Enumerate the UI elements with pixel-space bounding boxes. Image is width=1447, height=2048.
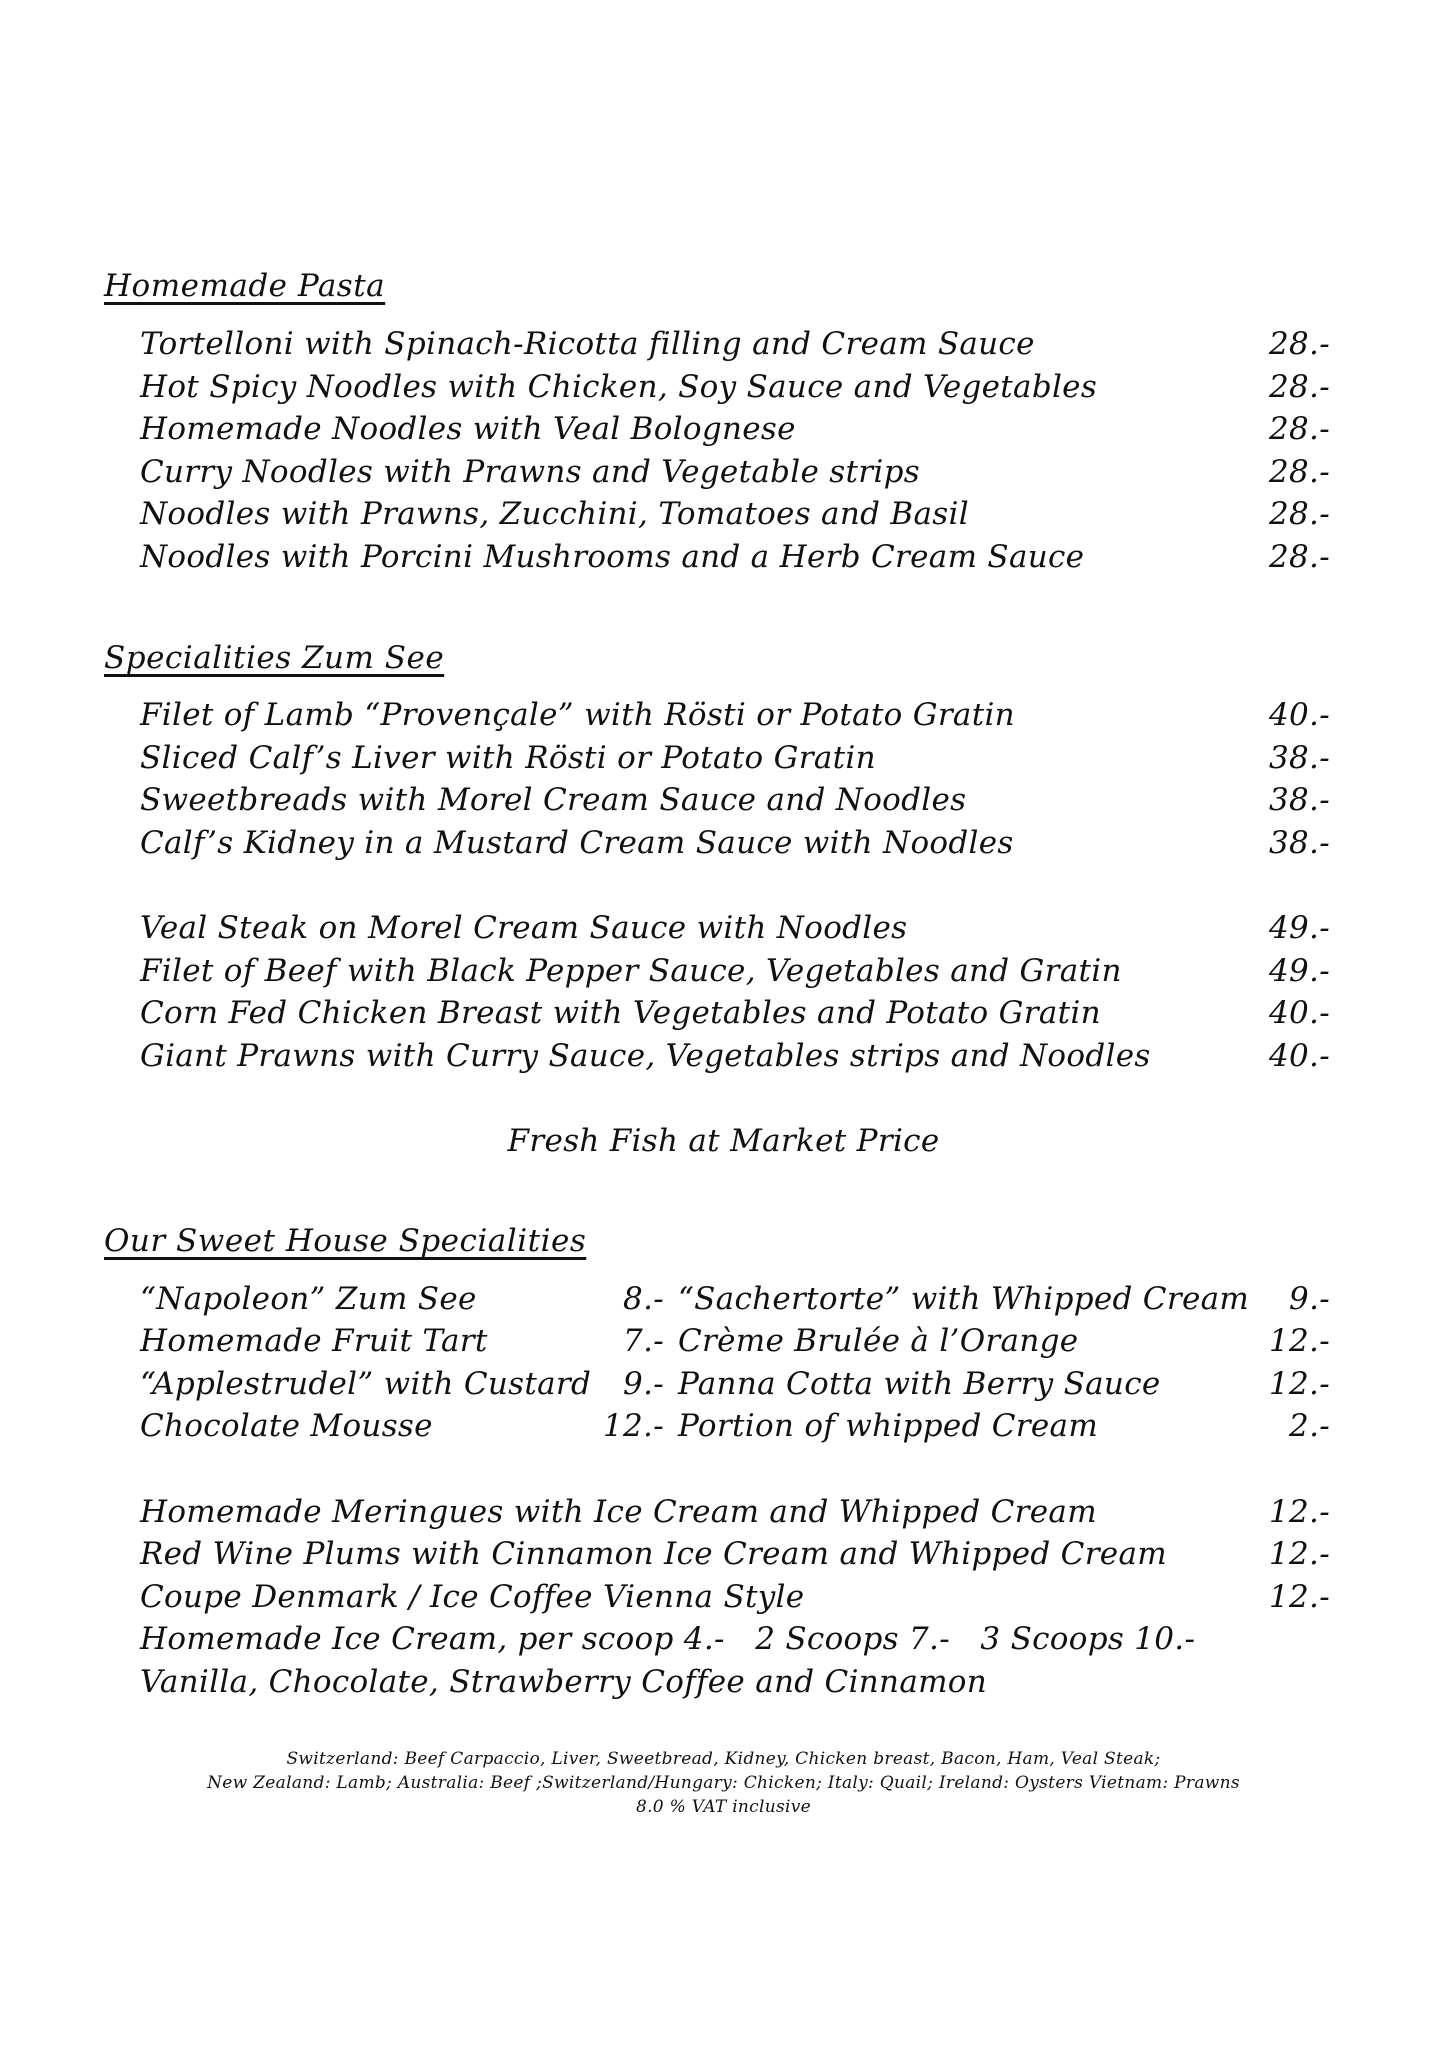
dessert-name: “Applestrudel” with Custard — [140, 1366, 592, 1402]
menu-item-name: Giant Prawns with Curry Sauce, Vegetables strips and Noodles — [140, 1038, 1151, 1074]
menu-item-price: 12.- — [1269, 1536, 1330, 1572]
menu-item-price: 12.- — [1269, 1494, 1330, 1530]
dessert-pair-row — [140, 1281, 1330, 1323]
dessert-price: 9.- — [623, 1366, 664, 1402]
menu-item-name: Coupe Denmark / Ice Coffee Vienna Style — [140, 1579, 805, 1615]
menu-item — [140, 1038, 1330, 1080]
menu-item — [140, 539, 1330, 581]
menu-item-price: 49.- — [1269, 910, 1330, 946]
fresh-fish-note: Fresh Fish at Market Price — [507, 1123, 940, 1159]
menu-item-price: 28.- — [1269, 369, 1330, 405]
ice-cream-line: Homemade Ice Cream, per scoop 4.- 2 Scoops 7.- 3 Scoops 10.- — [140, 1621, 1196, 1657]
menu-item-price: 12.- — [1269, 1579, 1330, 1615]
dessert-price: 12.- — [1269, 1323, 1330, 1359]
origin-note-line-2: New Zealand: Lamb; Australia: Beef ;Switzerland/Hungary: Chicken; Italy: Quail; Ireland: Oysters Vietnam: Prawns — [207, 1773, 1240, 1793]
menu-item — [140, 1494, 1330, 1536]
menu-item-price: 38.- — [1269, 825, 1330, 861]
dessert-pair-row — [140, 1323, 1330, 1365]
menu-item-price: 38.- — [1269, 782, 1330, 818]
menu-item — [140, 454, 1330, 496]
dessert-price: 2.- — [1289, 1408, 1330, 1444]
menu-item — [140, 326, 1330, 368]
dessert-name: Homemade Fruit Tart — [140, 1323, 488, 1359]
dessert-name: “Napoleon” Zum See — [140, 1281, 477, 1317]
menu-item-name: Noodles with Prawns, Zucchini, Tomatoes and Basil — [140, 496, 969, 532]
menu-item — [140, 496, 1330, 538]
menu-item-price: 28.- — [1269, 454, 1330, 490]
menu-item-name: Red Wine Plums with Cinnamon Ice Cream and Whipped Cream — [140, 1536, 1167, 1572]
menu-item — [140, 782, 1330, 824]
dessert-price: 8.- — [623, 1281, 664, 1317]
menu-item — [140, 411, 1330, 453]
menu-item — [140, 369, 1330, 411]
menu-item — [140, 995, 1330, 1037]
menu-item-name: Sweetbreads with Morel Cream Sauce and Noodles — [140, 782, 967, 818]
menu-item-price: 28.- — [1269, 326, 1330, 362]
dessert-name: Chocolate Mousse — [140, 1408, 433, 1444]
menu-item-name: Corn Fed Chicken Breast with Vegetables and Potato Gratin — [140, 995, 1101, 1031]
menu-item — [140, 825, 1330, 867]
menu-item-price: 49.- — [1269, 953, 1330, 989]
menu-item-name: Sliced Calf’s Liver with Rösti or Potato Gratin — [140, 740, 876, 776]
menu-item-price: 28.- — [1269, 411, 1330, 447]
menu-item — [140, 697, 1330, 739]
menu-item-name: Veal Steak on Morel Cream Sauce with Noodles — [140, 910, 908, 946]
menu-item-price: 40.- — [1269, 697, 1330, 733]
dessert-price: 9.- — [1289, 1281, 1330, 1317]
dessert-pair-row — [140, 1408, 1330, 1450]
menu-item-name: Curry Noodles with Prawns and Vegetable strips — [140, 454, 920, 490]
dessert-name: Portion of whipped Cream — [678, 1408, 1099, 1444]
vat-note: 8.0 % VAT inclusive — [635, 1797, 812, 1817]
menu-item-name: Homemade Noodles with Veal Bolognese — [140, 411, 796, 447]
menu-item-name: Hot Spicy Noodles with Chicken, Soy Sauce and Vegetables — [140, 369, 1098, 405]
menu-item — [140, 740, 1330, 782]
menu-item-name: Homemade Meringues with Ice Cream and Whipped Cream — [140, 1494, 1097, 1530]
dessert-pair-row — [140, 1366, 1330, 1408]
menu-item-price: 28.- — [1269, 539, 1330, 575]
menu-item — [140, 953, 1330, 995]
menu-item — [140, 1536, 1330, 1578]
origin-note-line-1: Switzerland: Beef Carpaccio, Liver, Sweetbread, Kidney, Chicken breast, Bacon, Ham, Veal Steak; — [286, 1749, 1161, 1769]
pasta-heading: Homemade Pasta — [104, 268, 386, 304]
dessert-name: Crème Brulée à l’Orange — [678, 1323, 1079, 1359]
dessert-name: “Sachertorte” with Whipped Cream — [678, 1281, 1250, 1317]
menu-item-price: 40.- — [1269, 1038, 1330, 1074]
specialities-heading: Specialities Zum See — [104, 640, 445, 676]
menu-item-name: Calf’s Kidney in a Mustard Cream Sauce with Noodles — [140, 825, 1014, 861]
menu-item-price: 28.- — [1269, 496, 1330, 532]
menu-item-price: 40.- — [1269, 995, 1330, 1031]
menu-item-price: 38.- — [1269, 740, 1330, 776]
dessert-price: 12.- — [1269, 1366, 1330, 1402]
menu-item-name: Filet of Lamb “Provençale” with Rösti or Potato Gratin — [140, 697, 1015, 733]
menu-item-name: Noodles with Porcini Mushrooms and a Herb Cream Sauce — [140, 539, 1085, 575]
dessert-price: 7.- — [623, 1323, 664, 1359]
sweets-heading: Our Sweet House Specialities — [104, 1223, 587, 1259]
menu-item-name: Tortelloni with Spinach-Ricotta filling and Cream Sauce — [140, 326, 1035, 362]
dessert-price: 12.- — [603, 1408, 664, 1444]
flavours-line: Vanilla, Chocolate, Strawberry Coffee and Cinnamon — [140, 1664, 988, 1700]
menu-item-name: Filet of Beef with Black Pepper Sauce, Vegetables and Gratin — [140, 953, 1122, 989]
menu-item — [140, 1579, 1330, 1621]
dessert-name: Panna Cotta with Berry Sauce — [678, 1366, 1161, 1402]
menu-item — [140, 910, 1330, 952]
